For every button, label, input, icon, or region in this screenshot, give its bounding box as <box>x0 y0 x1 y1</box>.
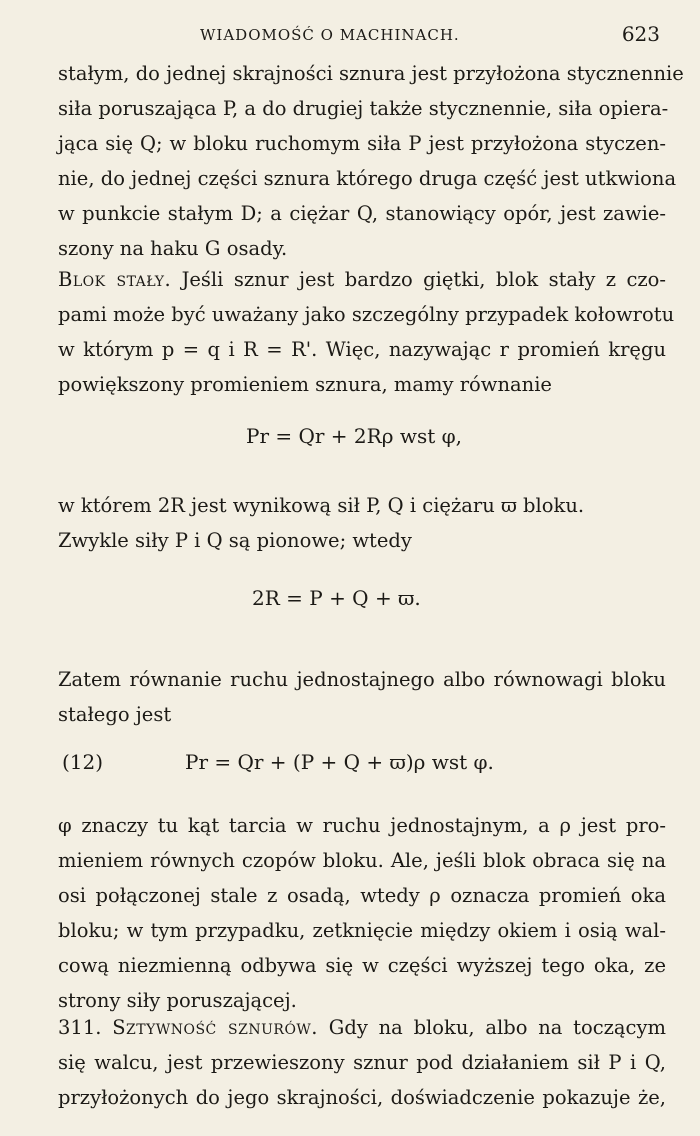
paragraph-5 <box>58 808 666 1018</box>
text-line-rest: Gdy na bloku, albo na toczącym <box>318 1016 666 1039</box>
equation-number: (12) <box>62 750 104 774</box>
text-line-rest: Jeśli sznur jest bardzo giętki, blok stały z czo- <box>171 268 666 291</box>
text-line: się walcu, jest przewieszony sznur pod działaniem sił P i Q, <box>58 1051 666 1074</box>
text-line: φ znaczy tu kąt tarcia w ruchu jednostajnym, a ρ jest pro- <box>58 814 666 837</box>
text-line <box>58 1010 666 1045</box>
text-line: cową niezmienną odbywa się w części wyższej tego oka, ze <box>58 954 666 977</box>
equation-1: Pr = Qr + 2Rρ wst φ, <box>246 424 462 448</box>
equation-12: Pr = Qr + (P + Q + ϖ)ρ wst φ. <box>185 750 494 774</box>
running-title: WIADOMOŚĆ O MACHINACH. <box>200 26 460 44</box>
text-line: mieniem równych czopów bloku. Ale, jeśli blok obraca się na <box>58 849 666 872</box>
page-number: 623 <box>621 22 660 46</box>
paragraph-3 <box>58 488 666 558</box>
text-line: powiększony promieniem sznura, mamy równanie <box>58 373 552 396</box>
text-line: siła poruszająca P, a do drugiej także stycznennie, siła opiera- <box>58 97 669 120</box>
paragraph-4 <box>58 662 666 732</box>
text-line: bloku; w tym przypadku, zetknięcie między okiem i osią wal- <box>58 919 666 942</box>
text-line: osi połączonej stale z osadą, wtedy ρ oznacza promień oka <box>58 884 666 907</box>
text-line: w którym p = q i R = R'. Więc, nazywając r promień kręgu <box>58 338 666 361</box>
section-number: 311. <box>58 1016 102 1039</box>
equation-2: 2R = P + Q + ϖ. <box>252 586 421 610</box>
text-line: pami może być uważany jako szczególny przypadek kołowrotu <box>58 303 675 326</box>
text-line: stałego jest <box>58 703 172 726</box>
section-heading: Sztywność sznurów. <box>112 1016 319 1039</box>
text-line: w którem 2R jest wynikową sił P, Q i ciężaru ϖ bloku. <box>58 494 585 517</box>
text-line: przyłożonych do jego skrajności, doświadczenie pokazuje że, <box>58 1086 666 1109</box>
section-heading: Blok stały. <box>58 268 172 291</box>
paragraph-blok-staly <box>58 262 675 402</box>
text-line: Zwykle siły P i Q są pionowe; wtedy <box>58 529 412 552</box>
text-line <box>58 262 666 297</box>
paragraph-1 <box>58 56 684 266</box>
paragraph-311 <box>58 1010 666 1115</box>
text-line: Zatem równanie ruchu jednostajnego albo równowagi bloku <box>58 668 666 691</box>
text-line: stałym, do jednej skrajności sznura jest przyłożona stycznennie <box>58 62 684 85</box>
text-line: w punkcie stałym D; a ciężar Q, stanowiący opór, jest zawie- <box>58 202 666 225</box>
text-line: strony siły poruszającej. <box>58 989 297 1012</box>
text-line: szony na haku G osady. <box>58 237 288 260</box>
text-line: nie, do jednej części sznura którego druga część jest utkwiona <box>58 167 677 190</box>
page-header <box>0 18 700 58</box>
text-line: jąca się Q; w bloku ruchomym siła P jest przyłożona styczen- <box>58 132 666 155</box>
